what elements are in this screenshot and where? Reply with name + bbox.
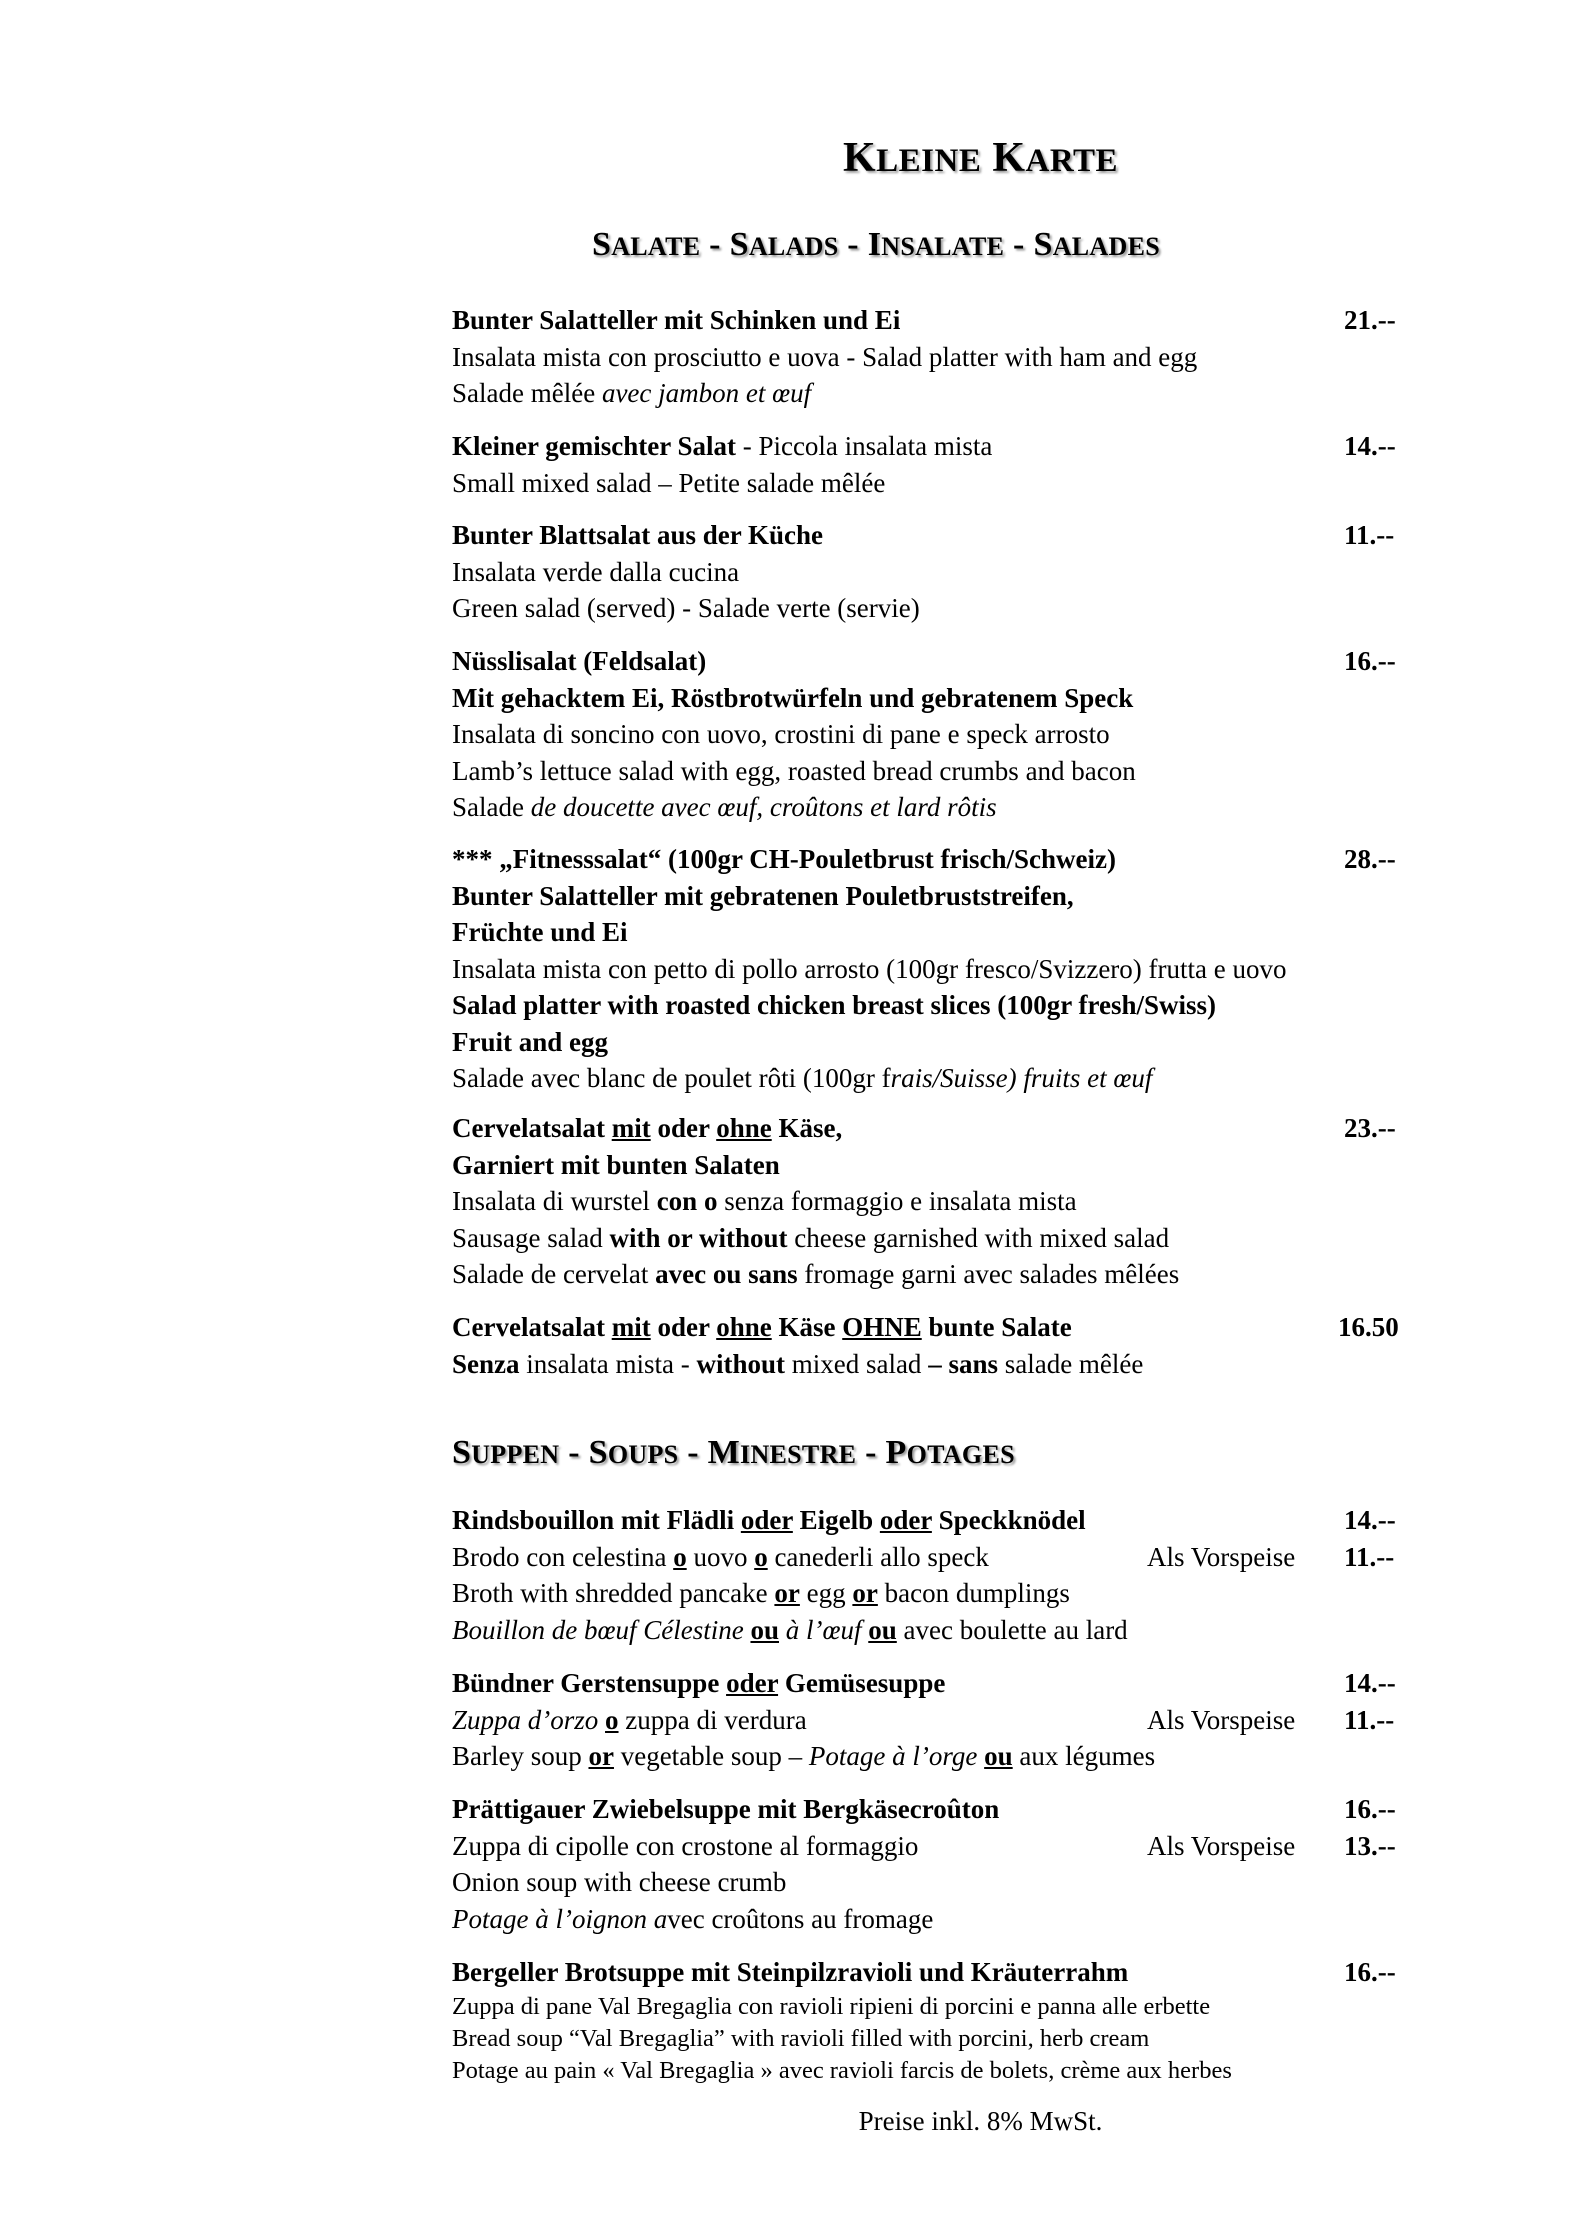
item-subtitle: Früchte und Ei xyxy=(452,917,628,947)
starter-price: 13.-- xyxy=(1344,1830,1396,1861)
item-name: *** „Fitnesssalat“ (100gr CH-Pouletbrust frisch/Schweiz) xyxy=(452,844,1116,874)
item-name: Bündner Gerstensuppe oder Gemüsesuppe xyxy=(452,1668,946,1698)
item-subtitle: Garniert mit bunten Salaten xyxy=(452,1149,780,1180)
item-name: Bergeller Brotsuppe mit Steinpilzravioli und Kräuterrahm xyxy=(452,1957,1129,1987)
starter-price: 11.-- xyxy=(1344,1704,1395,1735)
item-price: 16.50 xyxy=(1338,1312,1399,1342)
item-description: Green salad (served) - Salade verte (servie) xyxy=(452,593,920,623)
item-price: 16.-- xyxy=(1344,646,1396,676)
item-description: Insalata mista con petto di pollo arrosto (100gr fresco/Svizzero) frutta e uovo xyxy=(452,953,1287,984)
starter-label: Als Vorspeise xyxy=(1147,1704,1296,1735)
item-price: 16.-- xyxy=(1344,1794,1396,1824)
item-description: Zuppa di pane Val Bregaglia con ravioli ripieni di porcini e panna alle erbette xyxy=(452,1992,1211,2020)
item-description: Zuppa di cipolle con crostone al formaggio Als Vorspeise 13.-- xyxy=(452,1828,1452,1865)
item-subtitle: Bunter Salatteller mit gebratenen Pouletbruststreifen, xyxy=(452,880,1074,911)
item-name: Kleiner gemischter Salat xyxy=(452,431,736,461)
item-name: Rindsbouillon mit Flädli oder Eigelb oder Speckknödel xyxy=(452,1505,1086,1535)
item-description: Salade mêlée avec jambon et œuf xyxy=(452,378,812,408)
salads-heading: SALATE - SALADS - INSALATE - SALADES xyxy=(592,226,1160,263)
item-description: Potage à l’oignon avec croûtons au fromage xyxy=(452,1903,934,1934)
item-price: 14.-- xyxy=(1344,1505,1396,1535)
item-description: Salade avec blanc de poulet rôti (100gr frais/Suisse) fruits et œuf xyxy=(452,1063,1153,1093)
starter-label: Als Vorspeise xyxy=(1147,1830,1296,1861)
item-description: Zuppa d’orzo o zuppa di verdura Als Vorspeise 11.-- xyxy=(452,1702,1452,1739)
item-description: Insalata di wurstel con o senza formaggio e insalata mista xyxy=(452,1186,1077,1216)
item-description: Sausage salad with or without cheese garnished with mixed salad xyxy=(452,1222,1170,1253)
starter-label: Als Vorspeise xyxy=(1147,1541,1296,1572)
item-price: 16.-- xyxy=(1344,1957,1396,1987)
item-price: 28.-- xyxy=(1344,844,1396,874)
item-name: Bunter Salatteller mit Schinken und Ei xyxy=(452,305,901,335)
menu-item-salad-1 xyxy=(452,302,1452,412)
item-description: Salad platter with roasted chicken breast slices (100gr fresh/Swiss) xyxy=(452,990,1217,1020)
item-description: Bread soup “Val Bregaglia” with ravioli filled with porcini, herb cream xyxy=(452,2024,1150,2052)
item-description: Barley soup or vegetable soup – Potage à l’orge ou aux légumes xyxy=(452,1741,1156,1771)
item-description: Potage au pain « Val Bregaglia » avec ravioli farcis de bolets, crème aux herbes xyxy=(452,2056,1232,2084)
item-name: Nüsslisalat (Feldsalat) xyxy=(452,646,707,676)
item-name: Cervelatsalat mit oder ohne Käse, xyxy=(452,1113,843,1143)
item-description: Senza insalata mista - without mixed salad – sans salade mêlée xyxy=(452,1348,1144,1379)
item-name: Bunter Blattsalat aus der Küche xyxy=(452,520,824,550)
item-subtitle: Mit gehacktem Ei, Röstbrotwürfeln und gebratenem Speck xyxy=(452,682,1134,713)
item-description: Insalata di soncino con uovo, crostini di pane e speck arrosto xyxy=(452,719,1110,749)
item-description: Broth with shredded pancake or egg or bacon dumplings xyxy=(452,1578,1070,1608)
menu-item-salad-7 xyxy=(452,1309,1452,1382)
starter-price: 11.-- xyxy=(1344,1541,1395,1572)
menu-item-salad-5 xyxy=(452,841,1452,1097)
item-name: Prättigauer Zwiebelsuppe mit Bergkäsecroûton xyxy=(452,1794,1000,1824)
menu-item-salad-6 xyxy=(452,1110,1452,1293)
item-description: Insalata mista con prosciutto e uova - Salad platter with ham and egg xyxy=(452,341,1198,372)
item-description: Insalata verde dalla cucina xyxy=(452,556,740,587)
item-description: Onion soup with cheese crumb xyxy=(452,1867,787,1897)
menu-item-soup-4 xyxy=(452,1954,1452,2087)
soups-heading: SUPPEN - SOUPS - MINESTRE - POTAGES xyxy=(452,1434,1015,1471)
item-name: Cervelatsalat mit oder ohne Käse OHNE bunte Salate xyxy=(452,1312,1072,1342)
item-description: Salade de doucette avec œuf, croûtons et lard rôtis xyxy=(452,792,997,822)
page-title: KLEINE KARTE xyxy=(842,135,1119,181)
item-description: Salade de cervelat avec ou sans fromage garni avec salades mêlées xyxy=(452,1259,1180,1289)
menu-item-soup-2 xyxy=(452,1665,1452,1775)
vat-note: Preise inkl. 8% MwSt. xyxy=(858,2106,1103,2136)
menu-item-salad-2: Kleiner gemischter Salat - Piccola insalata mista 14.-- Small mixed salad – Petite salade mêlée xyxy=(452,428,1452,501)
menu-item-salad-4 xyxy=(452,643,1452,826)
item-description: Small mixed salad – Petite salade mêlée xyxy=(452,467,886,498)
menu-item-salad-3 xyxy=(452,517,1452,627)
item-description: Fruit and egg xyxy=(452,1026,609,1057)
menu-item-soup-1 xyxy=(452,1502,1452,1648)
item-description: Brodo con celestina o uovo o canederli allo speck Als Vorspeise 11.-- xyxy=(452,1539,1452,1576)
item-price: 14.-- xyxy=(1344,431,1396,461)
item-price: 21.-- xyxy=(1344,305,1396,335)
menu-item-soup-3 xyxy=(452,1791,1452,1937)
item-price: 23.-- xyxy=(1344,1113,1396,1143)
item-description: Bouillon de bœuf Célestine ou à l’œuf ou avec boulette au lard xyxy=(452,1614,1128,1645)
item-description: Lamb’s lettuce salad with egg, roasted bread crumbs and bacon xyxy=(452,755,1136,786)
item-price: 11.-- xyxy=(1344,520,1395,550)
item-price: 14.-- xyxy=(1344,1668,1396,1698)
